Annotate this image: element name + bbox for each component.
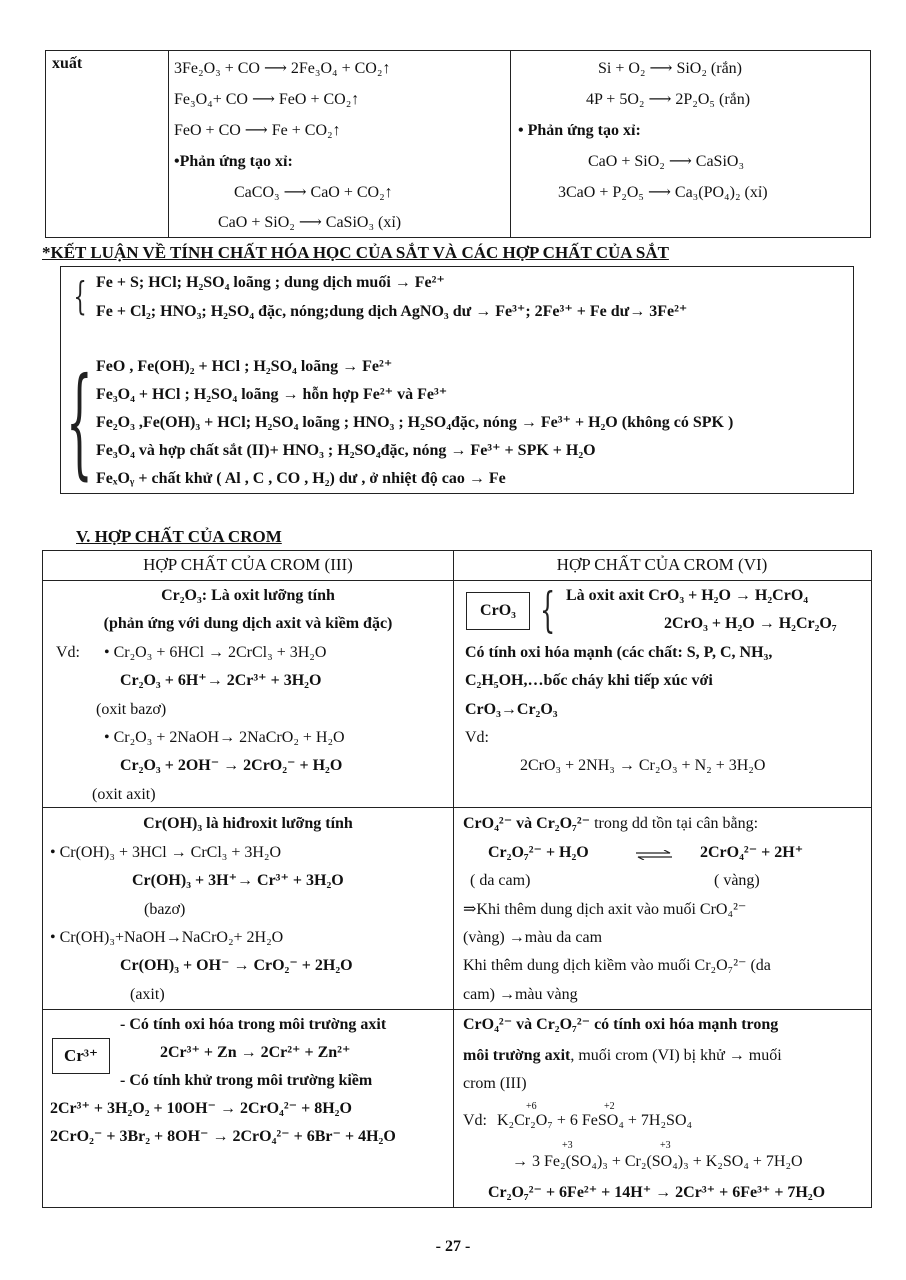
equation: Cr₂O₃ + 6H⁺→ 2Cr³⁺ + 3H₂O: [120, 672, 322, 689]
text-normal: , muối crom (VI) bị khử → muối: [570, 1047, 782, 1064]
equation: Cr₂O₃ + 2OH⁻ → 2CrO₂⁻ + H₂O: [120, 757, 343, 774]
note: (bazơ): [144, 901, 186, 918]
slag-heading: •Phản ứng tạo xỉ:: [174, 153, 293, 170]
text-line: [463, 1046, 782, 1066]
col-header-cr3: HỢP CHẤT CỦA CROM (III): [143, 555, 353, 574]
equation: Cr(OH)₃ + OH⁻ → CrO₂⁻ + 2H₂O: [120, 957, 353, 974]
conclusion-line: Fe₂O₃ ,Fe(OH)₃ + HCl; H₂SO₄ loãng ; HNO₃ ; H₂SO₄đặc, nóng → Fe³⁺ + H₂O (không có SPK ): [96, 414, 734, 431]
text-line: CrO₄²⁻ và Cr₂O₇²⁻ có tính oxi hóa mạnh trong: [463, 1016, 779, 1033]
equation: Cr(OH)₃ + 3H⁺→ Cr³⁺ + 3H₂O: [132, 872, 344, 889]
brace-icon: {: [73, 274, 87, 318]
equation: • Cr(OH)₃ + 3HCl → CrCl₃ + 3H₂O: [50, 844, 282, 861]
equation: • Cr(OH)₃+NaOH→NaCrO₂+ 2H₂O: [50, 929, 284, 946]
cro3-line: 2CrO₃ + H₂O → H₂Cr₂O₇: [664, 615, 837, 632]
section-title: V. HỢP CHẤT CỦA CROM: [76, 527, 282, 546]
oxidation-state: +6: [526, 1101, 537, 1112]
vd-label: Vd:: [465, 729, 489, 746]
equation: 4P + 5O₂ ⟶ 2P₂O₅ (rắn): [586, 91, 751, 108]
equation: CaCO₃ ⟶ CaO + CO₂↑: [234, 184, 393, 201]
color-note: ( da cam): [470, 872, 531, 889]
cro3-line: CrO₃→Cr₂O₃: [465, 701, 558, 718]
note: (oxit bazơ): [96, 701, 167, 718]
equation: 3CaO + P₂O₅ ⟶ Ca₃(PO₄)₂ (xỉ): [558, 184, 768, 201]
equilibrium-species: CrO₄²⁻ và Cr₂O₇²⁻: [463, 815, 591, 832]
text-line: crom (III): [463, 1075, 527, 1092]
conclusion-line: FeO , Fe(OH)₂ + HCl ; H₂SO₄ loãng → Fe²⁺: [96, 358, 393, 375]
equation: 2CrO₄²⁻ + 2H⁺: [700, 844, 804, 861]
equation: CaO + SiO₂ ⟶ CaSiO₃: [588, 153, 745, 170]
text-bold: môi trường axit: [463, 1047, 571, 1064]
equation: Cr₂O₇²⁻ + H₂O: [488, 844, 589, 861]
text-line: ⇒Khi thêm dung dịch axit vào muối CrO₄²⁻: [463, 901, 747, 918]
equilibrium-text: trong dd tồn tại cân bằng:: [590, 815, 759, 832]
equation: FeO + CO ⟶ Fe + CO₂↑: [174, 122, 341, 139]
equation: • Cr₂O₃ + 6HCl → 2CrCl₃ + 3H₂O: [104, 644, 327, 661]
text-line: (vàng) →màu da cam: [463, 929, 603, 946]
oxidation-state: +3: [660, 1140, 671, 1151]
top-table-col1-label: xuất: [52, 55, 83, 72]
equation: 3Fe₂O₃ + CO ⟶ 2Fe₃O₄ + CO₂↑: [174, 60, 391, 77]
equation: 2Cr³⁺ + Zn → 2Cr²⁺ + Zn²⁺: [160, 1044, 351, 1061]
equation: 2Cr³⁺ + 3H₂O₂ + 10OH⁻ → 2CrO₄²⁻ + 8H₂O: [50, 1100, 352, 1117]
brace-icon: {: [540, 582, 556, 638]
cr3-box: Cr³⁺: [52, 1038, 110, 1074]
equation: Fe₃O₄+ CO ⟶ FeO + CO₂↑: [174, 91, 360, 108]
cr2o3-title: Cr₂O₃: Là oxit lưỡng tính: [161, 587, 335, 604]
conclusion-line: Fe₃O₄ + HCl ; H₂SO₄ loãng → hỗn hợp Fe²⁺ và Fe³⁺: [96, 386, 448, 403]
cro3-box: CrO₃: [466, 592, 530, 630]
equation: 2CrO₃ + 2NH₃ → Cr₂O₃ + N₂ + 3H₂O: [520, 757, 766, 774]
conclusion-line: Fe₃O₄ và hợp chất sắt (II)+ HNO₃ ; H₂SO₄đặc, nóng → Fe³⁺ + SPK + H₂O: [96, 442, 596, 459]
cro3-line: C₂H₅OH,…bốc cháy khi tiếp xúc với: [465, 672, 713, 689]
vd-label: Vd:: [463, 1112, 487, 1129]
page-number: - 27 -: [435, 1238, 471, 1255]
cro3-line: Có tính oxi hóa mạnh (các chất: S, P, C, NH₃,: [465, 644, 773, 661]
equation: Cr₂O₇²⁻ + 6Fe²⁺ + 14H⁺ → 2Cr³⁺ + 6Fe³⁺ + 7H₂O: [488, 1184, 826, 1201]
conclusion-line: Fe + Cl₂; HNO₃; H₂SO₄ đặc, nóng;dung dịch AgNO₃ dư → Fe³⁺; 2Fe³⁺ + Fe dư→ 3Fe²⁺: [96, 303, 688, 320]
conclusion-line: FeₓOᵧ + chất khử ( Al , C , CO , H₂) dư , ở nhiệt độ cao → Fe: [96, 470, 506, 487]
oxidation-state: +2: [604, 1101, 615, 1112]
cr2o3-subtitle: (phản ứng với dung dịch axit và kiềm đặc): [103, 615, 393, 632]
note: (oxit axit): [92, 786, 156, 803]
equation: 2CrO₂⁻ + 3Br₂ + 8OH⁻ → 2CrO₄²⁻ + 6Br⁻ + 4H₂O: [50, 1128, 396, 1145]
top-table: [45, 50, 871, 238]
equation: CaO + SiO₂ ⟶ CaSiO₃ (xỉ): [218, 214, 402, 231]
cro3-line: Là oxit axit CrO₃ + H₂O → H₂CrO₄: [566, 587, 809, 604]
conclusion-title: *KẾT LUẬN VỀ TÍNH CHẤT HÓA HỌC CỦA SẮT VÀ CÁC HỢP CHẤT CỦA SẮT: [42, 243, 669, 262]
text-line: - Có tính oxi hóa trong môi trường axit: [120, 1016, 387, 1033]
text-line: cam) →màu vàng: [463, 986, 578, 1003]
equation: K₂Cr₂O₇ + 6 FeSO₄ + 7H₂SO₄: [497, 1112, 693, 1129]
vd-label: Vd:: [56, 644, 80, 661]
equation: → 3 Fe₂(SO₄)₃ + Cr₂(SO₄)₃ + K₂SO₄ + 7H₂O: [512, 1153, 803, 1170]
note: (axit): [130, 986, 165, 1003]
croh3-title: Cr(OH)₃ là hiđroxit lưỡng tính: [143, 815, 353, 832]
col-header-cr6: HỢP CHẤT CỦA CROM (VI): [556, 555, 768, 574]
color-note: ( vàng): [714, 872, 760, 889]
text-line: Khi thêm dung dịch kiềm vào muối Cr₂O₇²⁻ (da: [463, 957, 771, 974]
oxidation-state: +3: [562, 1140, 573, 1151]
equation: Si + O₂ ⟶ SiO₂ (rắn): [598, 60, 742, 77]
brace-icon: {: [66, 353, 93, 492]
equation: • Cr₂O₃ + 2NaOH→ 2NaCrO₂ + H₂O: [104, 729, 345, 746]
conclusion-line: Fe + S; HCl; H₂SO₄ loãng ; dung dịch muối → Fe²⁺: [96, 274, 445, 291]
text-line: - Có tính khử trong môi trường kiềm: [120, 1072, 373, 1089]
equilibrium-line: [463, 814, 758, 834]
slag-heading: • Phản ứng tạo xỉ:: [518, 122, 641, 139]
equilibrium-arrow-icon: [634, 847, 674, 857]
